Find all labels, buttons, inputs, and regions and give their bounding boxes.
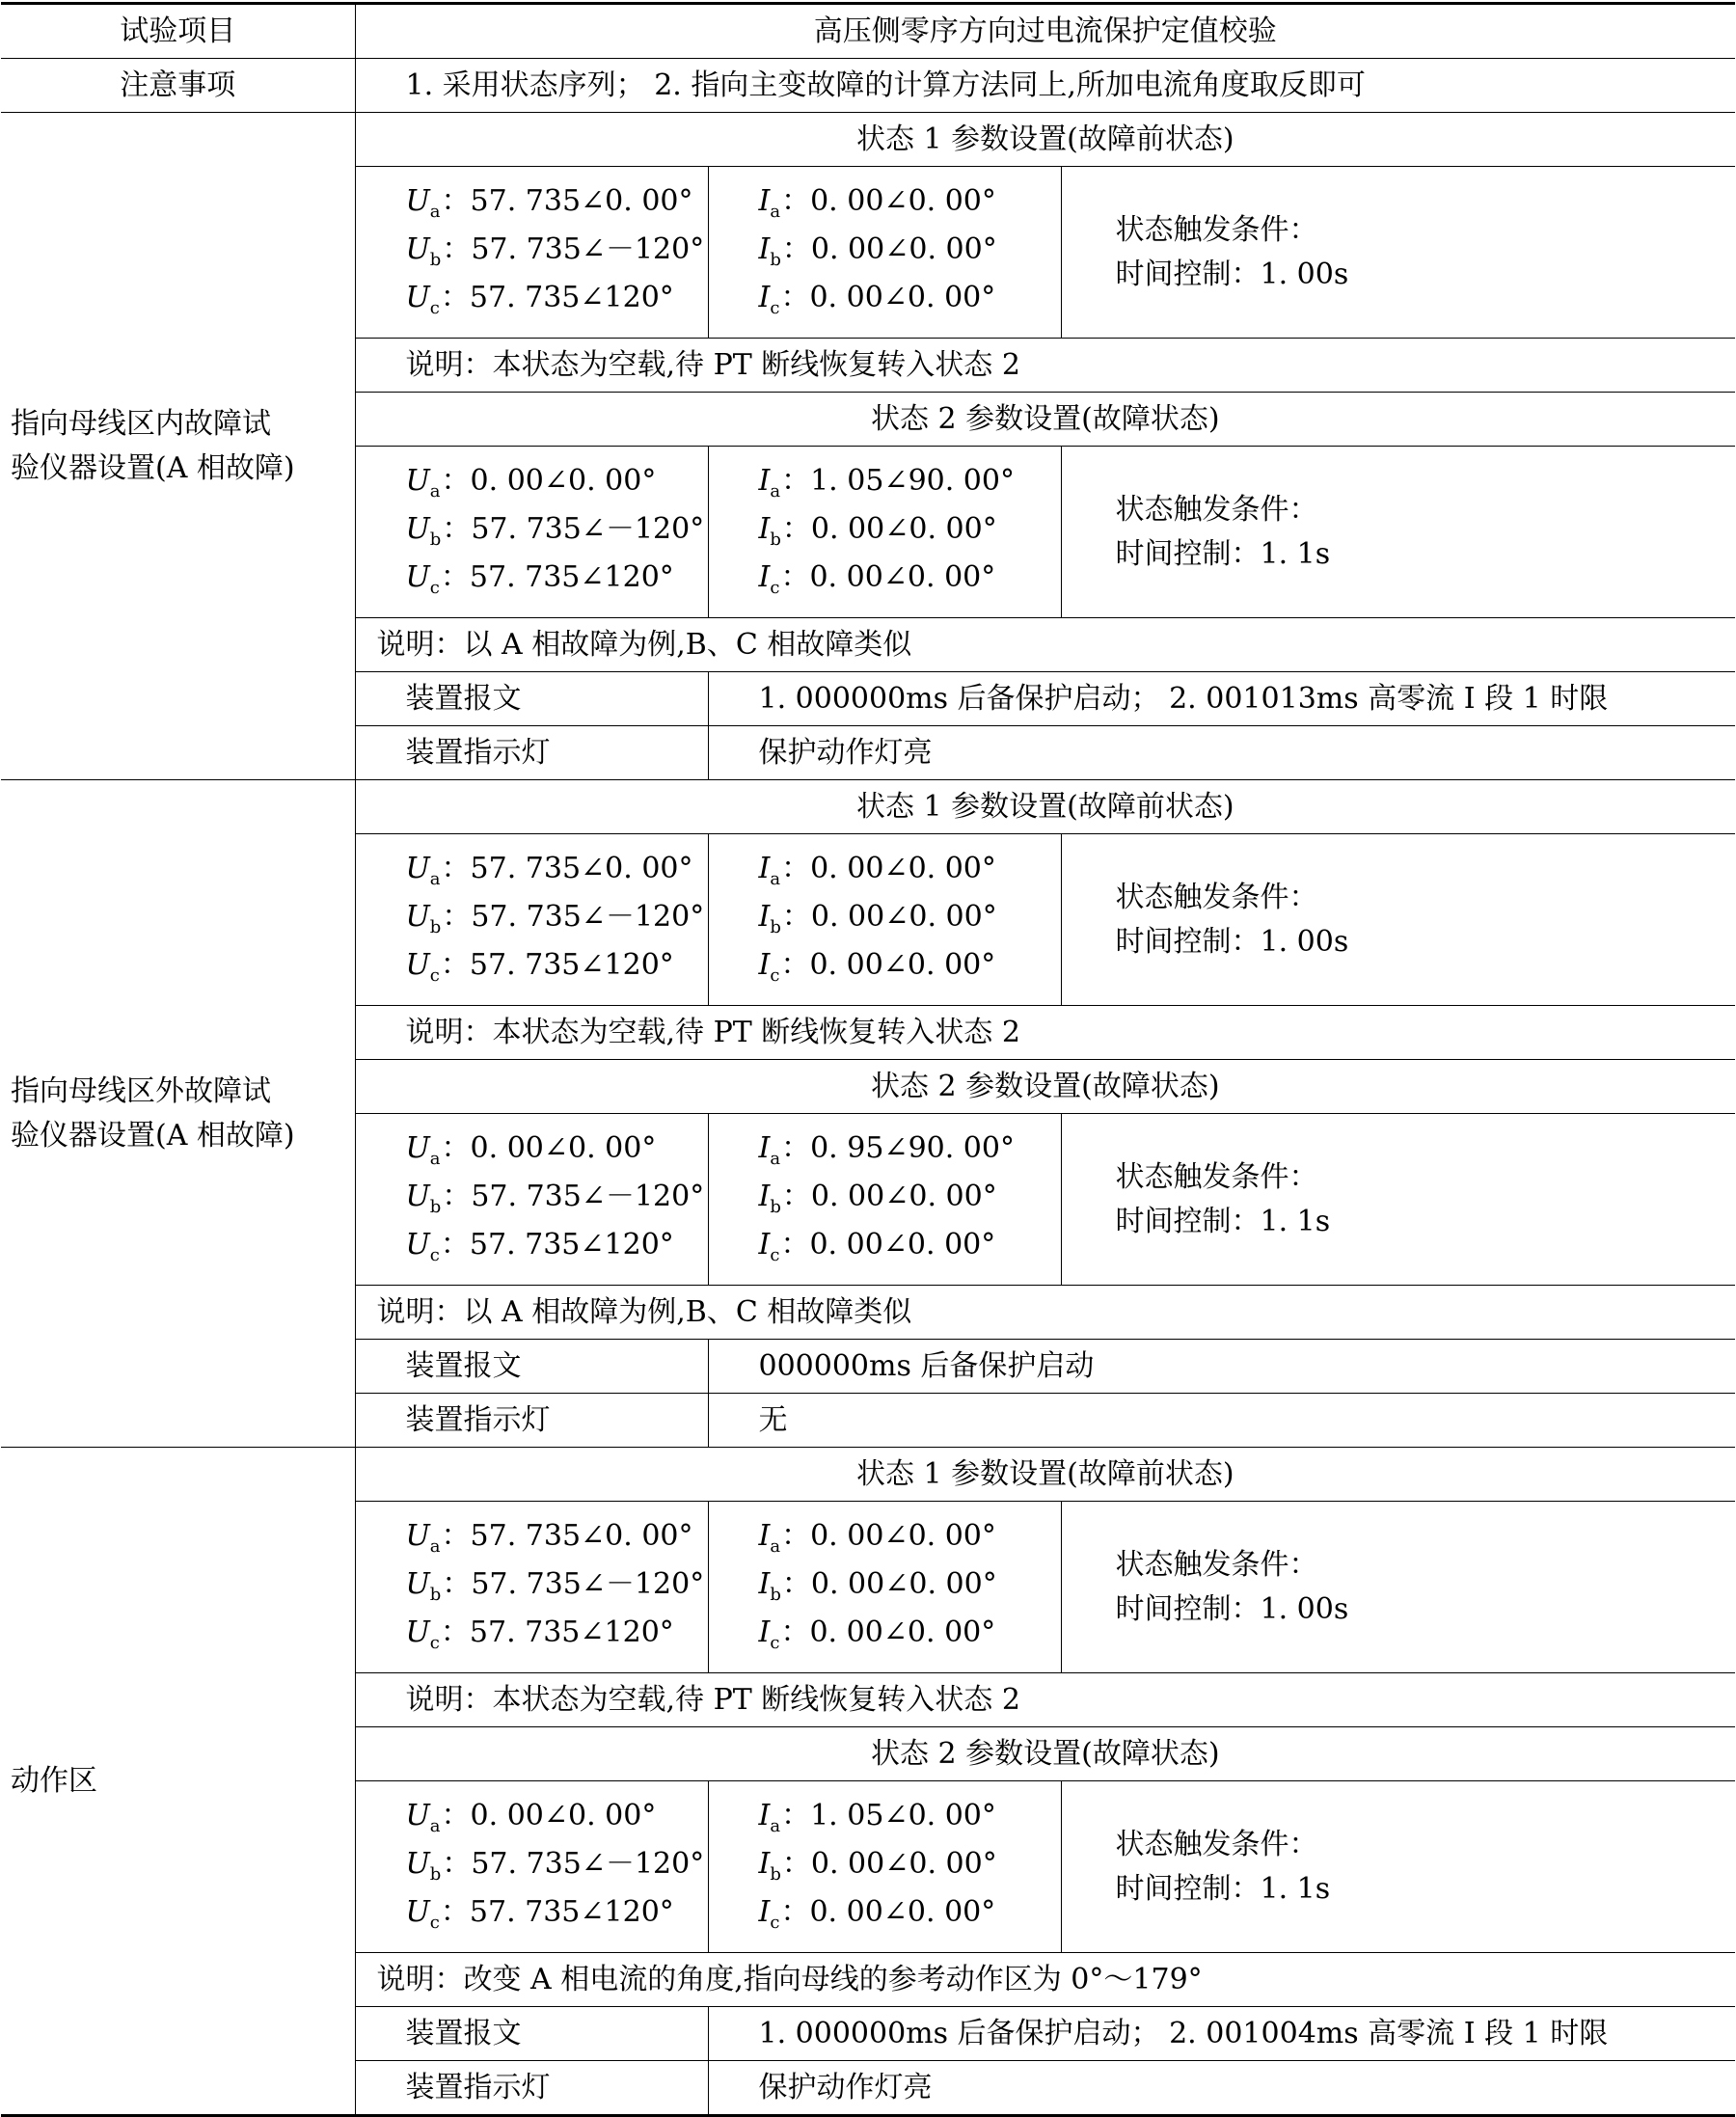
- state1-trigger: [1061, 167, 1735, 339]
- section-label-3: [1, 1448, 355, 2116]
- section-label-line1: 指向母线区内故障试: [11, 406, 271, 441]
- state1-title: 状态 1 参数设置(故障前状态): [355, 113, 1735, 167]
- light-value: 保护动作灯亮: [708, 726, 1735, 780]
- light-label: 装置指示灯: [355, 1394, 708, 1448]
- report-value: 1. 000000ms 后备保护启动； 2. 001004ms 高零流 Ⅰ 段 1 时限: [708, 2007, 1735, 2061]
- voltage-ub: $U_b$：57. 735∠－120°: [405, 232, 705, 270]
- settings-table-document: [1, 2, 1735, 2117]
- current-ia: $I_a$：0. 00∠0. 00°: [758, 852, 996, 889]
- voltage-ub: $U_b$：57. 735∠－120°: [405, 512, 705, 550]
- time-control: 时间控制：1. 1s: [1115, 1871, 1331, 1906]
- state1-title-row: [1, 780, 1735, 834]
- trigger-condition: 状态触发条件：: [1115, 1547, 1318, 1582]
- report-value: 1. 000000ms 后备保护启动； 2. 001013ms 高零流 Ⅰ 段 1 时限: [708, 672, 1735, 726]
- state2-note: 说明：以 A 相故障为例,B、C 相故障类似: [355, 618, 1735, 672]
- current-ia: $I_a$：1. 05∠0. 00°: [758, 1799, 996, 1836]
- time-control: 时间控制：1. 00s: [1115, 924, 1349, 959]
- notes-row: [1, 59, 1735, 113]
- voltage-ua: $U_a$：57. 735∠0. 00°: [405, 852, 693, 889]
- state2-note: 说明：以 A 相故障为例,B、C 相故障类似: [355, 1286, 1735, 1340]
- state1-title: 状态 1 参数设置(故障前状态): [355, 1448, 1735, 1502]
- voltage-ua: $U_a$：0. 00∠0. 00°: [405, 1799, 657, 1836]
- light-value: 保护动作灯亮: [708, 2061, 1735, 2116]
- current-ic: $I_c$：0. 00∠0. 00°: [758, 1228, 996, 1265]
- state1-title-row: [1, 113, 1735, 167]
- current-ib: $I_b$：0. 00∠0. 00°: [758, 1847, 997, 1885]
- state1-note: 说明：本状态为空载,待 PT 断线恢复转入状态 2: [355, 1006, 1735, 1060]
- time-control: 时间控制：1. 00s: [1115, 257, 1349, 291]
- state1-title-row: [1, 1448, 1735, 1502]
- voltage-uc: $U_c$：57. 735∠120°: [405, 1228, 674, 1265]
- trigger-condition: 状态触发条件：: [1115, 212, 1318, 247]
- current-ib: $I_b$：0. 00∠0. 00°: [758, 512, 997, 550]
- voltage-uc: $U_c$：57. 735∠120°: [405, 1615, 674, 1653]
- current-ia: $I_a$：0. 00∠0. 00°: [758, 1519, 996, 1557]
- current-ia: $I_a$：0. 95∠90. 00°: [758, 1131, 1015, 1169]
- state1-voltages: [355, 834, 708, 1006]
- voltage-uc: $U_c$：57. 735∠120°: [405, 560, 674, 598]
- state2-currents: [708, 1114, 1061, 1286]
- voltage-ua: $U_a$：0. 00∠0. 00°: [405, 1131, 657, 1169]
- test-settings-table: [1, 2, 1735, 2117]
- state2-voltages: [355, 1781, 708, 1953]
- current-ib: $I_b$：0. 00∠0. 00°: [758, 900, 997, 937]
- section-label-line2: 验仪器设置(A 相故障): [11, 450, 295, 485]
- state1-currents: [708, 167, 1061, 339]
- report-label: 装置报文: [355, 1340, 708, 1394]
- state2-trigger: [1061, 1781, 1735, 1953]
- section-label-line1: 动作区: [11, 1763, 97, 1798]
- current-ia: $I_a$：0. 00∠0. 00°: [758, 184, 996, 222]
- current-ib: $I_b$：0. 00∠0. 00°: [758, 1567, 997, 1605]
- state1-currents: [708, 1502, 1061, 1673]
- light-label: 装置指示灯: [355, 726, 708, 780]
- state1-trigger: [1061, 834, 1735, 1006]
- state2-trigger: [1061, 447, 1735, 618]
- section-label-line1: 指向母线区外故障试: [11, 1073, 271, 1108]
- report-value: 000000ms 后备保护启动: [708, 1340, 1735, 1394]
- report-label: 装置报文: [355, 2007, 708, 2061]
- notes-text: 1. 采用状态序列； 2. 指向主变故障的计算方法同上,所加电流角度取反即可: [355, 59, 1735, 113]
- current-ic: $I_c$：0. 00∠0. 00°: [758, 1615, 996, 1653]
- voltage-ub: $U_b$：57. 735∠－120°: [405, 900, 705, 937]
- state1-note: 说明：本状态为空载,待 PT 断线恢复转入状态 2: [355, 1673, 1735, 1727]
- state2-voltages: [355, 1114, 708, 1286]
- voltage-ua: $U_a$：57. 735∠0. 00°: [405, 184, 693, 222]
- trigger-condition: 状态触发条件：: [1115, 1827, 1318, 1861]
- notes-label: 注意事项: [1, 59, 355, 113]
- state2-voltages: [355, 447, 708, 618]
- voltage-ub: $U_b$：57. 735∠－120°: [405, 1847, 705, 1885]
- light-value: 无: [708, 1394, 1735, 1448]
- current-ib: $I_b$：0. 00∠0. 00°: [758, 232, 997, 270]
- state1-currents: [708, 834, 1061, 1006]
- section-label-2: [1, 780, 355, 1448]
- section-label-line2: 验仪器设置(A 相故障): [11, 1118, 295, 1153]
- time-control: 时间控制：1. 1s: [1115, 1204, 1331, 1238]
- time-control: 时间控制：1. 1s: [1115, 536, 1331, 571]
- state1-voltages: [355, 167, 708, 339]
- voltage-uc: $U_c$：57. 735∠120°: [405, 281, 674, 318]
- state2-currents: [708, 447, 1061, 618]
- state2-note: 说明：改变 A 相电流的角度,指向母线的参考动作区为 0°～179°: [355, 1953, 1735, 2007]
- trigger-condition: 状态触发条件：: [1115, 880, 1318, 914]
- current-ic: $I_c$：0. 00∠0. 00°: [758, 560, 996, 598]
- state1-voltages: [355, 1502, 708, 1673]
- state2-title: 状态 2 参数设置(故障状态): [355, 393, 1735, 447]
- state1-trigger: [1061, 1502, 1735, 1673]
- header-row: [1, 4, 1735, 59]
- current-ic: $I_c$：0. 00∠0. 00°: [758, 281, 996, 318]
- voltage-ua: $U_a$：0. 00∠0. 00°: [405, 464, 657, 502]
- light-label: 装置指示灯: [355, 2061, 708, 2116]
- state1-note: 说明：本状态为空载,待 PT 断线恢复转入状态 2: [355, 339, 1735, 393]
- report-label: 装置报文: [355, 672, 708, 726]
- voltage-ub: $U_b$：57. 735∠－120°: [405, 1567, 705, 1605]
- state2-trigger: [1061, 1114, 1735, 1286]
- current-ib: $I_b$：0. 00∠0. 00°: [758, 1180, 997, 1217]
- current-ic: $I_c$：0. 00∠0. 00°: [758, 1895, 996, 1933]
- header-title: 高压侧零序方向过电流保护定值校验: [355, 4, 1735, 59]
- voltage-ua: $U_a$：57. 735∠0. 00°: [405, 1519, 693, 1557]
- state2-currents: [708, 1781, 1061, 1953]
- state2-title: 状态 2 参数设置(故障状态): [355, 1727, 1735, 1781]
- time-control: 时间控制：1. 00s: [1115, 1591, 1349, 1626]
- state2-title: 状态 2 参数设置(故障状态): [355, 1060, 1735, 1114]
- current-ia: $I_a$：1. 05∠90. 00°: [758, 464, 1015, 502]
- state1-title: 状态 1 参数设置(故障前状态): [355, 780, 1735, 834]
- current-ic: $I_c$：0. 00∠0. 00°: [758, 948, 996, 986]
- trigger-condition: 状态触发条件：: [1115, 1159, 1318, 1194]
- voltage-ub: $U_b$：57. 735∠－120°: [405, 1180, 705, 1217]
- voltage-uc: $U_c$：57. 735∠120°: [405, 1895, 674, 1933]
- section-label-1: [1, 113, 355, 780]
- trigger-condition: 状态触发条件：: [1115, 492, 1318, 527]
- header-test-item: 试验项目: [1, 4, 355, 59]
- voltage-uc: $U_c$：57. 735∠120°: [405, 948, 674, 986]
